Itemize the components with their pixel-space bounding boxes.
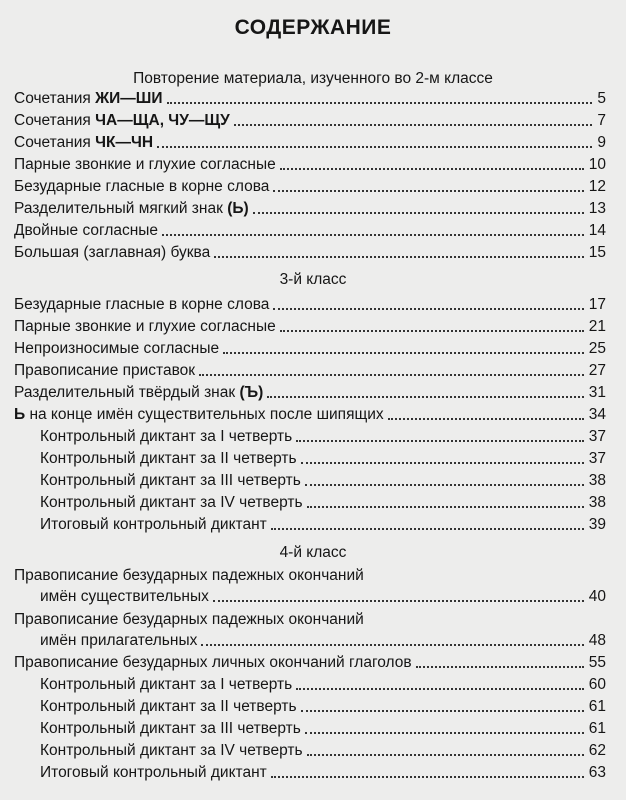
section-heading-grade3: 3-й класс [279, 271, 347, 288]
toc-entry [40, 760, 606, 782]
entry-label: Итоговый контрольный диктант [40, 516, 267, 533]
entry-label: имён прилагательных [40, 632, 198, 649]
leader-dots [199, 374, 584, 376]
page-number: 27 [588, 362, 606, 379]
page-number: 39 [588, 516, 606, 533]
toc-entry [14, 240, 606, 262]
toc-entry [14, 402, 606, 424]
entry-label-line1: Правописание безударных падежных окончаний [14, 611, 364, 628]
entry-label: Парные звонкие и глухие согласные [14, 156, 276, 173]
page-number: 31 [588, 384, 606, 401]
page-number: 61 [588, 698, 606, 715]
leader-dots [167, 102, 593, 104]
entry-label: Сочетания [14, 90, 96, 107]
toc-entry [14, 292, 606, 314]
leader-dots [307, 506, 584, 508]
page-number: 60 [588, 676, 606, 693]
entry-label: Контрольный диктант за II четверть [40, 698, 297, 715]
toc-entry [14, 380, 606, 402]
leader-dots [388, 418, 584, 420]
leader-dots [267, 396, 583, 398]
leader-dots [280, 330, 584, 332]
leader-dots [305, 732, 584, 734]
toc-entry [40, 672, 606, 694]
entry-label-line1: Правописание безударных падежных окончаний [14, 567, 364, 584]
page-number: 21 [588, 318, 606, 335]
entry-label: Безударные гласные в корне слова [14, 178, 270, 195]
toc-entry [14, 130, 606, 152]
leader-dots [223, 352, 584, 354]
entry-label: Непроизносимые согласные [14, 340, 220, 357]
entry-label: Итоговый контрольный диктант [40, 764, 267, 781]
entry-label-bold: ЧА—ЩА, ЧУ—ЩУ [95, 112, 230, 129]
page-number: 37 [588, 428, 606, 445]
page-number: 5 [597, 90, 606, 107]
toc-entry [40, 584, 606, 606]
toc-entry [40, 716, 606, 738]
entry-label: Контрольный диктант за III четверть [40, 472, 301, 489]
leader-dots [273, 308, 583, 310]
entry-label-bold: ЧК—ЧН [95, 134, 154, 151]
toc-entry [40, 490, 606, 512]
toc-entry [40, 694, 606, 716]
entry-label: Большая (заглавная) буква [14, 244, 211, 261]
page-number: 25 [588, 340, 606, 357]
entry-label: Контрольный диктант за I четверть [40, 676, 293, 693]
leader-dots [271, 776, 584, 778]
page-number: 55 [588, 654, 606, 671]
entry-label: Двойные согласные [14, 222, 159, 239]
section-heading-grade4: 4-й класс [279, 544, 347, 561]
page-number: 13 [588, 200, 606, 217]
entry-label: Парные звонкие и глухие согласные [14, 318, 276, 335]
toc-entry [40, 738, 606, 760]
leader-dots [201, 644, 583, 646]
leader-dots [305, 484, 584, 486]
page-number: 17 [588, 296, 606, 313]
toc-entry [14, 358, 606, 380]
entry-label: Сочетания [14, 134, 96, 151]
toc-entry [40, 424, 606, 446]
page-number: 9 [597, 134, 606, 151]
toc-entry [40, 628, 606, 650]
toc-entry [14, 218, 606, 240]
entry-label-bold: Ь [14, 406, 26, 423]
leader-dots [416, 666, 584, 668]
page-number: 12 [588, 178, 606, 195]
entry-label-bold: (Ь) [227, 200, 249, 217]
leader-dots [162, 234, 584, 236]
entry-label: имён существительных [40, 588, 209, 605]
leader-dots [280, 168, 584, 170]
entry-label: Сочетания [14, 112, 96, 129]
page-number: 48 [588, 632, 606, 649]
entry-label: Безударные гласные в корне слова [14, 296, 270, 313]
page-title: СОДЕРЖАНИЕ [234, 16, 392, 39]
toc-entry [40, 446, 606, 468]
page-number: 7 [597, 112, 606, 129]
entry-label-bold: (Ъ) [239, 384, 264, 401]
leader-dots [234, 124, 593, 126]
entry-label-bold: ЖИ—ШИ [95, 90, 163, 107]
entry-label: Разделительный мягкий знак [14, 200, 228, 217]
toc-entry [14, 174, 606, 196]
toc-entry [14, 314, 606, 336]
page-number: 37 [588, 450, 606, 467]
entry-label: на конце имён существительных после шипящих [25, 406, 384, 423]
page-number: 62 [588, 742, 606, 759]
toc-entry [40, 512, 606, 534]
page-number: 34 [588, 406, 606, 423]
entry-label: Контрольный диктант за III четверть [40, 720, 301, 737]
leader-dots [213, 600, 584, 602]
leader-dots [307, 754, 584, 756]
leader-dots [296, 688, 584, 690]
leader-dots [271, 528, 584, 530]
page-number: 40 [588, 588, 606, 605]
toc-entry [14, 152, 606, 174]
entry-label: Контрольный диктант за IV четверть [40, 494, 303, 511]
leader-dots [296, 440, 584, 442]
toc-entry [14, 86, 606, 108]
page-number: 15 [588, 244, 606, 261]
toc-entry [40, 468, 606, 490]
entry-label: Разделительный твёрдый знак [14, 384, 240, 401]
leader-dots [273, 190, 583, 192]
entry-label: Контрольный диктант за I четверть [40, 428, 293, 445]
leader-dots [214, 256, 584, 258]
section-heading-grade2: Повторение материала, изученного во 2-м классе [133, 70, 493, 87]
page-number: 63 [588, 764, 606, 781]
toc-entry [14, 650, 606, 672]
entry-label: Правописание безударных личных окончаний глаголов [14, 654, 412, 671]
toc-entry [14, 108, 606, 130]
page-number: 61 [588, 720, 606, 737]
leader-dots [301, 710, 584, 712]
leader-dots [253, 212, 584, 214]
entry-label: Контрольный диктант за IV четверть [40, 742, 303, 759]
page-number: 10 [588, 156, 606, 173]
entry-label: Контрольный диктант за II четверть [40, 450, 297, 467]
page-number: 38 [588, 494, 606, 511]
page-number: 38 [588, 472, 606, 489]
page-number: 14 [588, 222, 606, 239]
toc-entry [14, 336, 606, 358]
leader-dots [301, 462, 584, 464]
entry-label: Правописание приставок [14, 362, 196, 379]
toc-entry [14, 196, 606, 218]
leader-dots [157, 146, 592, 148]
